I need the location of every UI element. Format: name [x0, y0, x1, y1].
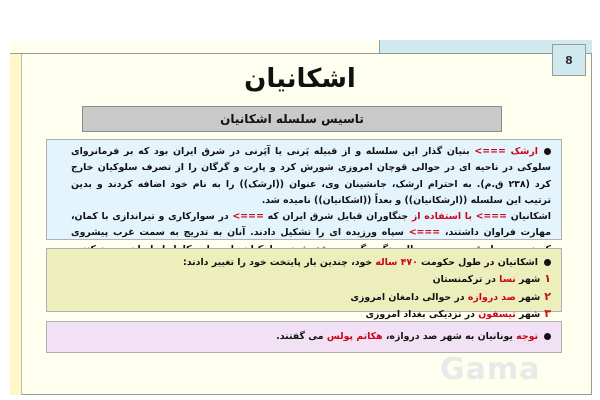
army-arrow-1: ===> با استفاده از: [411, 211, 507, 223]
capital-location: در نزدیکی بغداد امروزی: [365, 308, 479, 320]
capitals-intro: [71, 255, 551, 271]
capital-prefix: شهر: [515, 274, 541, 286]
section-subtitle: تاسیس سلسله اشکانیان: [82, 106, 502, 132]
army-text-a: اشکانیان: [507, 211, 551, 223]
note-text-b: می گفتند.: [276, 331, 327, 342]
page-number: 8: [552, 44, 586, 76]
capitals-box: [46, 248, 562, 320]
arshak-label: ارشک ===>: [474, 146, 538, 157]
capitals-intro-b: خود، چندین بار پایتخت خود را تغییر دادند:: [182, 257, 376, 268]
founding-info-box: [46, 139, 562, 240]
capital-number: ۲: [544, 289, 551, 303]
capital-item: [71, 289, 551, 306]
note-box: [46, 321, 562, 353]
capital-prefix: شهر: [515, 308, 541, 320]
note-label: توجه: [516, 331, 538, 342]
note-line: [71, 329, 551, 345]
top-decoration: [10, 40, 380, 54]
capital-prefix: شهر: [515, 291, 541, 303]
capital-number: ۱: [544, 272, 551, 286]
capitals-intro-a: اشکانیان در طول حکومت: [417, 257, 538, 268]
arshak-text: بنیان گذار این سلسله و از قبیله پَرنی یا آپَرنی در شرق ایران بود که بر فرمانروای سلوکی در ناحیه ای در حوالی قوچان امروزی شورش کرد و پارت و گرگان را از تصرف سلوکیان خارج کرد (۲۳۸ ق.م). به احترام ارشک، جانشینان وی، عنوان ((ارشک)) را به نام خود اضافه کردند و بدین ترتیب این سلسله ((ارشکانیان)) و بعداً ((اشکانیان)) نامیده شد.: [71, 146, 551, 206]
capital-location: در حوالی دامغان امروزی: [350, 291, 468, 303]
note-greek-name: هکاتم پولس: [326, 331, 383, 342]
capital-location: در ترکمنستان: [432, 274, 500, 286]
bullet-icon: [544, 333, 551, 340]
capital-number: ۳: [544, 306, 551, 320]
note-text-a: یونانیان به شهر صد دروازه،: [382, 331, 517, 342]
paragraph-arshak: [71, 144, 551, 209]
capitals-duration: ۴۷۰ ساله: [375, 257, 418, 268]
bullet-icon: [544, 148, 551, 155]
army-text-b: جنگاوران قبایل شرق ایران که: [263, 211, 412, 223]
left-decoration-strip: [10, 54, 22, 395]
page-title: اشکانیان: [244, 64, 356, 94]
army-text-c: در سوارکاری و تیراندازی با کمان، مهارت فراوان داشتند،: [71, 211, 551, 239]
army-arrow-3: ===>: [408, 227, 441, 239]
capital-name: صد دروازه: [467, 291, 516, 303]
army-text-d: سپاه ورزیده ای را تشکیل دادند. آنان به تدریج به سمت غرب پیشروی: [71, 227, 404, 239]
army-arrow-2: ===>: [232, 211, 264, 223]
bullet-icon: [544, 259, 551, 266]
watermark-logo: Gama: [440, 352, 541, 387]
capital-name: تیسفون: [478, 308, 516, 320]
capital-name: نسا: [499, 274, 516, 286]
capital-item: [71, 271, 551, 288]
